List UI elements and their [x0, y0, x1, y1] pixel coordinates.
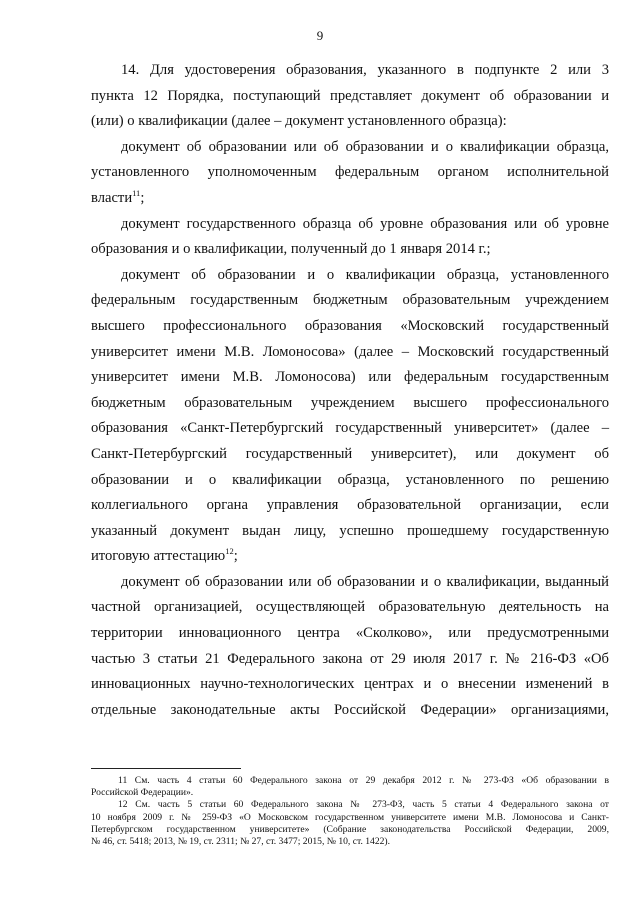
footnote-separator: [91, 768, 241, 769]
footnote-line: № 46, ст. 5418; 2013, № 19, ст. 2311; № 27, ст. 3477; 2015, № 10, ст. 1422).: [91, 836, 391, 848]
text-fragment: ;: [140, 189, 145, 206]
text-line: высшего профессионального образования «Московский государственный: [91, 317, 609, 334]
text-fragment: итоговую аттестацию: [91, 548, 226, 565]
footnote-line: 10 ноября 2009 г. № 259-ФЗ «О Московском государственном университете имени М.В. Ломоносова и Санкт-: [91, 811, 609, 823]
page-number: 9: [316, 28, 324, 43]
text-line: документ об образовании и о квалификации образца, установленного: [121, 266, 609, 283]
footnote-line: Российской Федерации».: [91, 787, 194, 799]
footnote-ref: 12: [225, 546, 234, 557]
text-line: частью 3 статьи 21 Федерального закона от 29 июля 2017 г. № 216-ФЗ «Об: [91, 650, 609, 667]
footnote-ref: 11: [132, 188, 141, 199]
text-line: бюджетным образовательным учреждением высшего профессионального: [91, 394, 609, 411]
text-line: образования и о квалификации, полученный до 1 января 2014 г.;: [91, 241, 491, 258]
document-body: [91, 58, 609, 723]
text-line: пункта 12 Порядка, поступающий представляет документ об образовании и: [91, 87, 609, 104]
text-line: документ об образовании или об образовании и о квалификации образца,: [121, 138, 609, 155]
text-line: [91, 544, 609, 570]
text-line: документ государственного образца об уровне образования или об уровне: [121, 215, 609, 232]
text-line: коллегиального органа управления образовательной организации, если: [91, 497, 609, 514]
footnote-line: Петербургском государственном университете» (Собрание законодательства Российской Федерации, 2009,: [91, 823, 609, 835]
text-line: университет имени М.В. Ломоносова) или федеральным государственным: [91, 369, 609, 386]
text-line: образования «Санкт-Петербургский государственный университет» (далее –: [91, 420, 609, 437]
footnote-line: 11 См. часть 4 статьи 60 Федерального закона от 29 декабря 2012 г. № 273-ФЗ «Об образовании в: [118, 775, 609, 786]
text-line: территории инновационного центра «Сколково», или предусмотренными: [91, 625, 609, 642]
text-line: частной организацией, осуществляющей образовательную деятельность на: [91, 599, 609, 616]
text-line: инновационных научно-технологических центрах и о внесении изменений в: [91, 676, 609, 693]
text-line: федеральным государственным бюджетным образовательным учреждением: [91, 292, 609, 309]
text-line: Санкт-Петербургский государственный университет), или документ об: [91, 445, 609, 462]
text-line: 14. Для удостоверения образования, указанного в подпункте 2 или 3: [121, 62, 609, 78]
text-line: отдельные законодательные акты Российской Федерации» организациями,: [91, 701, 609, 718]
footnotes: [91, 775, 609, 848]
text-fragment: ;: [233, 548, 238, 565]
text-line: установленного уполномоченным федеральным органом исполнительной: [91, 164, 609, 181]
text-line: документ об образовании или об образовании и о квалификации, выданный: [121, 573, 609, 590]
text-line: образовании и о квалификации образца, установленного по решению: [91, 471, 609, 488]
text-line: университет имени М.В. Ломоносова» (далее – Московский государственный: [91, 343, 609, 360]
text-line: (или) о квалификации (далее – документ установленного образца):: [91, 113, 507, 130]
text-line: [91, 186, 609, 212]
text-line: указанный документ выдан лицу, успешно прошедшему государственную: [91, 522, 609, 539]
text-fragment: власти: [91, 189, 133, 206]
footnote-line: 12 См. часть 5 статьи 60 Федерального закона № 273-ФЗ, часть 5 статьи 4 Федерального закона от: [118, 799, 609, 811]
